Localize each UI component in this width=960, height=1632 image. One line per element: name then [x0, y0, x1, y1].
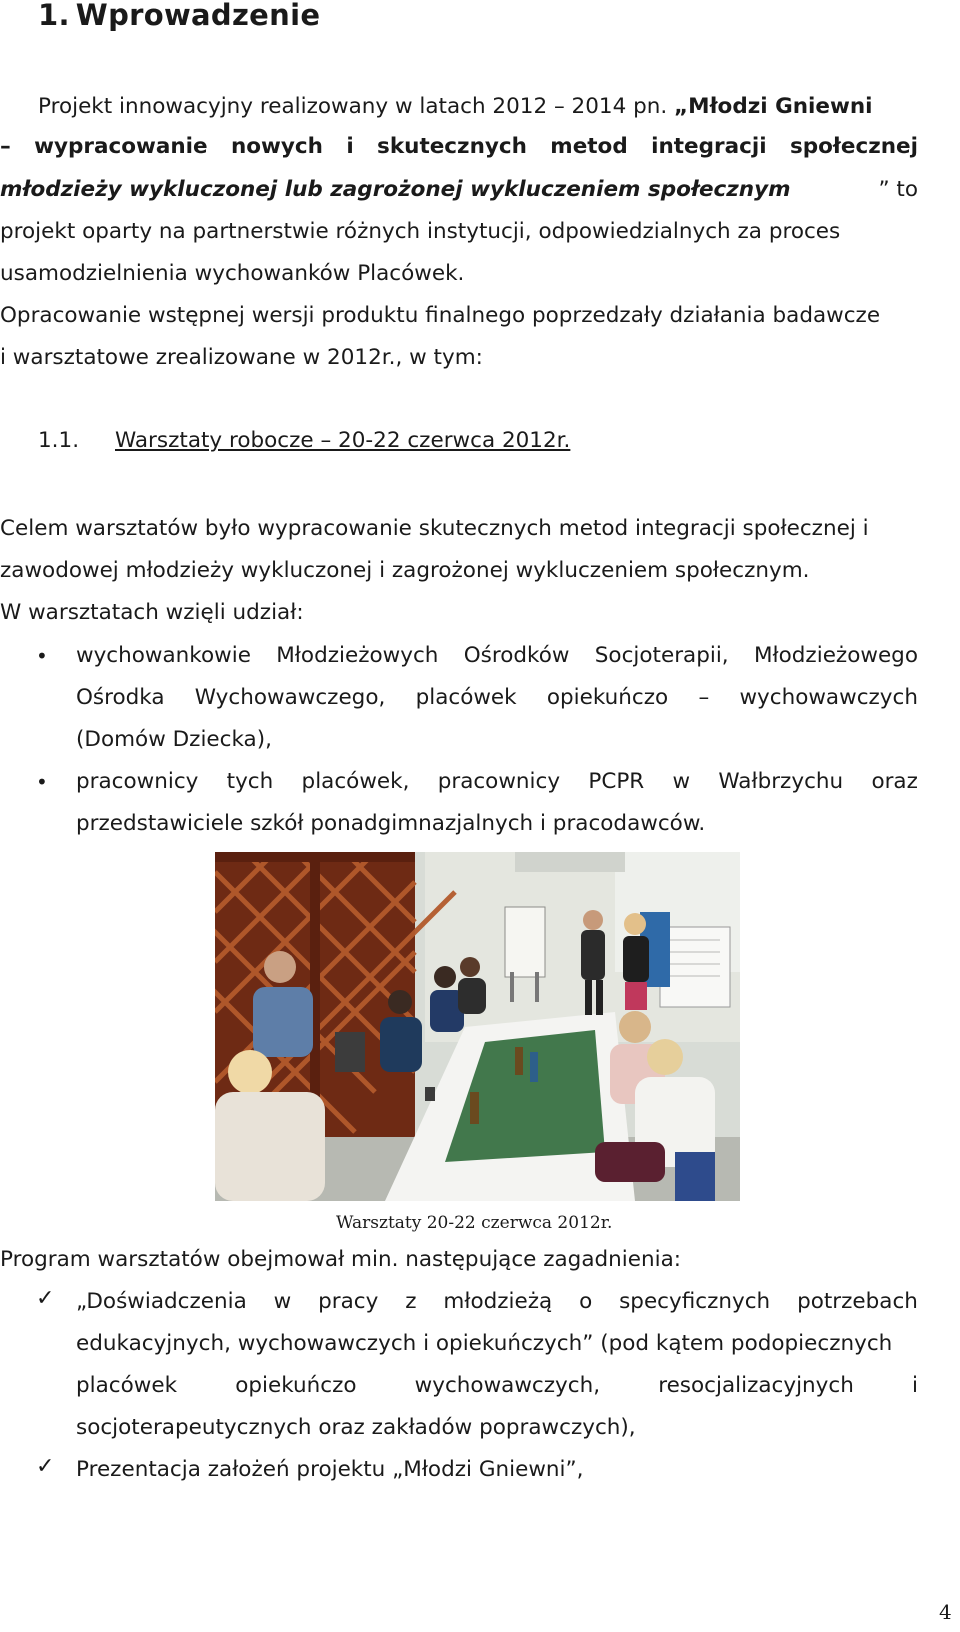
page-number: 4 [939, 1600, 952, 1624]
bullet-icon: • [36, 770, 48, 794]
workshop-photo [215, 852, 740, 1201]
program-item-1-line-3: placówek opiekuńczo wychowawczych, resocjalizacyjnych i [76, 1373, 918, 1398]
workshop-photo-illustration [215, 852, 740, 1201]
heading-number: 1. [38, 0, 70, 32]
intro-line-7: i warsztatowe zrealizowane w 2012r., w tym: [0, 345, 483, 370]
program-item-1-line-4: socjoterapeutycznych oraz zakładów poprawczych), [76, 1415, 636, 1440]
intro-line-4: projekt oparty na partnerstwie różnych instytucji, odpowiedzialnych za proces [0, 219, 841, 244]
goal-line-1: Celem warsztatów było wypracowanie skutecznych metod integracji społecznej i [0, 516, 869, 541]
project-subtitle: młodzieży wykluczonej lub zagrożonej wykluczeniem społecznym [0, 177, 791, 202]
heading-title: Wprowadzenie [75, 0, 321, 32]
participant-item-1-line-2: Ośrodka Wychowawczego, placówek opiekuńczo – wychowawczych [76, 685, 918, 710]
program-item-1-line-1: „Doświadczenia w pracy z młodzieżą o specyficznych potrzebach [76, 1289, 918, 1314]
participant-item-2-line-1: pracownicy tych placówek, pracownicy PCPR w Wałbrzychu oraz [76, 769, 918, 794]
subsection-heading [38, 428, 570, 453]
participant-item-1-line-3: (Domów Dziecka), [76, 727, 272, 752]
photo-caption: Warsztaty 20-22 czerwca 2012r. [336, 1213, 613, 1233]
subsection-title: Warsztaty robocze – 20-22 czerwca 2012r. [115, 428, 571, 453]
intro-line-3: młodzieży wykluczonej lub zagrożonej wykluczeniem społecznym ” to [0, 174, 918, 206]
intro-line-5: usamodzielnienia wychowanków Placówek. [0, 261, 465, 286]
section-heading [38, 0, 320, 32]
participant-item-1-line-1: wychowankowie Młodzieżowych Ośrodków Socjoterapii, Młodzieżowego [76, 643, 918, 668]
program-item-1-line-2: edukacyjnych, wychowawczych i opiekuńczych” (pod kątem podopiecznych [76, 1331, 893, 1356]
intro-line-6: Opracowanie wstępnej wersji produktu finalnego poprzedzały działania badawcze [0, 303, 881, 328]
program-intro: Program warsztatów obejmował min. następujące zagadnienia: [0, 1247, 681, 1272]
intro-line-2: – wypracowanie nowych i skutecznych metod integracji społecznej [0, 134, 918, 159]
checkmark-icon: ✓ [36, 1286, 55, 1311]
program-item-2: Prezentacja założeń projektu „Młodzi Gniewni”, [76, 1457, 584, 1482]
intro-text: Projekt innowacyjny realizowany w latach 2012 – 2014 pn. [38, 94, 675, 119]
intro-line-1 [38, 91, 873, 123]
bullet-icon: • [36, 644, 48, 668]
checkmark-icon: ✓ [36, 1454, 55, 1479]
goal-line-2: zawodowej młodzieży wykluczonej i zagrożonej wykluczeniem społecznym. [0, 558, 810, 583]
goal-line-3: W warsztatach wzięli udział: [0, 600, 304, 625]
subsection-number: 1.1. [38, 428, 80, 453]
participant-item-2-line-2: przedstawiciele szkół ponadgimnazjalnych i pracodawców. [76, 811, 706, 836]
project-name: „Młodzi Gniewni [674, 94, 873, 119]
